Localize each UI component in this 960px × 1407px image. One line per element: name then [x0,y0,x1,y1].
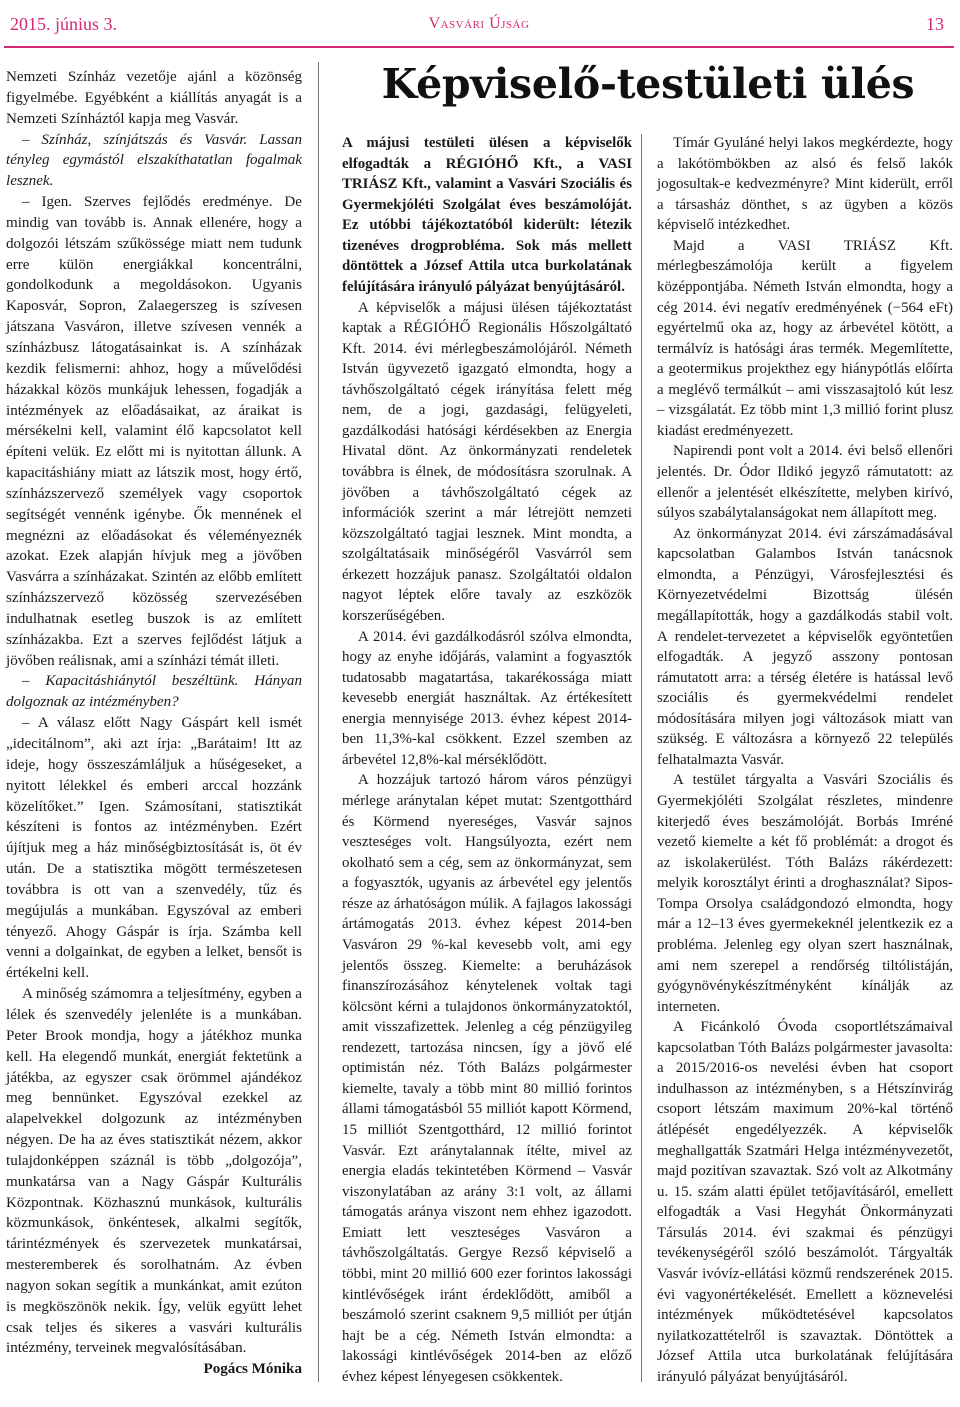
answer: – A válasz előtt Nagy Gáspárt kell ismét „idecitálnom”, aki azt írja: „Barátaim! Itt az ideje, hogy összeszámláljuk a hűségeseket, a nyitott lélekkel és emberi arccal hozzánk közelítőket.” Igen. Számosítani, statisztikát készíteni is fontos az intézményben. Ezért újítjuk meg a ház minőségbiztosítását is, öt év után. De a statisztika mögött természetesen továbbra is ott van a szenvedély, tűz és megújulás a munkában. Egyszóval az emberi tényező. Ahogy Gáspár is írja. Számba kell venni a dolgainkat, de egyben a lelket, bensőt is értékelni kell. [6,715,302,982]
question: – Színház, színjátszás és Vasvár. Lassan tényleg egymástól elszakíthatatlan fogalmak lesznek. [6,131,302,190]
article-headline: Képviselő-testületi ülés [381,60,915,108]
paragraph: Az önkormányzat 2014. évi zárszámadásával kapcsolatban Galambos István tanácsnok elmondta, a Pénzügyi, Városfejlesztési és Környezetvédelmi Bizottság ülésén megállapították, hogy a gazdálkodás stabil volt. A rendelet-tervezetet a képviselők egyöntetűen elfogadták. A jegyző asszony pontosan rámutatott arra: a térség életére is hatással levő szociális és gyermekvédelmi rendelet módosítására milyen jogi változások miatt van szükség. E változásra a környező 22 település felhatalmazta Vasvár. [657,525,953,768]
paragraph: Napirendi pont volt a 2014. évi belső ellenőri jelentés. Dr. Ódor Ildikó jegyző rámutatott: az ellenőr a jelentését elkészítette, melyben kirívó, súlyos szabálytalanságokat nem állapított meg. [657,443,953,522]
paragraph: Tímár Gyuláné helyi lakos megkérdezte, hogy a lakótömbökben az alsó és felső lakók jogosultak-e kedvezményre? Mint kiderült, erről a társasház dönthet, s az ügyben a közös képviselő intézkedhet. [657,135,953,234]
issue-date: 2015. június 3. [10,14,118,34]
answer: – Igen. Szerves fejlődés eredménye. De mindig van tovább is. Annak ellenére, hogy a dolgozói létszám szűkössége miatt nem tudunk erre külön energiákkal koncentrálni, gondolkodunk a megoldásokon. Ugyanis Kaposvár, Sopron, Zalaegerszeg is szívesen játszana Vasváron, illetve szívesen vennék a színházbusz látogatásainkat is. A színházak kezdik felismerni: ahhoz, hogy a művelődési házakkal közös munkájuk lehessen, fogadják a intézmények az előadásaikat, az áraikat is mérsékelni kell, valamint élő kapcsolatot kell építeni velük. Ez előtt mi is nyitottan állunk. A kapacitáshiány miatt az látszik most, hogy értő, színházszervező személyek vagy csoportok segítségét vennénk igénybe. Ők mennének el megnézni az előadásokat és véleményeznék azokat. Ezek alapján hívjuk meg a jövőben Vasvárra a színházakat. Szintén az előbb említett színházszervező közösség szervezésében indulhatnak esetleg buszok is az említett színházakba. Ezt a szerves fejlődést látjuk a jövőben reálisnak, ami a színházi témát illeti. [6,194,302,669]
paragraph: A minőség számomra a teljesítmény, egyben a lélek és szenvedély jelenléte is a munkában. Peter Brook mondja, hogy a játékhoz munka kell. Ha elegendő munkát, energiát fektetünk a játékba, az egyszer csak örömmel ajándékoz meg bennünket. Egyszóval ezekkel az alapelvekkel dolgozunk az intézményben négyen. De ha az éves statisztikát nézem, akkor tulajdonképpen száznál is több „dolgozója”, munkatársa van a Nagy Gáspár Kulturális Központnak. Közhasznú munkások, kulturális közmunkások, önkéntesek, alkalmi segítők, tárintézmények és szervezetek munkatársai, mesteremberek és sorolhatnám. Az évben nagyon sokan segítik a munkánkat, amit ezúton is megköszönök nekik. Így, velük együtt lehet csak teljes és sikeres a vasvári kulturális intézmény, terveinek megvalósításában. [6,986,302,1357]
council-article-column-2 [657,133,953,1387]
author-signature: Pogács Mónika [203,1361,302,1378]
column-divider [641,134,642,1382]
publication-name: Vasvári Újság [428,15,530,32]
article-lead: A májusi testületi ülésen a képviselők elfogadták a RÉGIÓHŐ Kft., a VASI TRIÁSZ Kft., valamint a Vasvári Szociális és Gyermekjóléti Szolgálat éves beszámolóját. Ez utóbbi tájékoztatóból kiderült: létezik tizenéves drogprobléma. Sok más mellett döntöttek a József Attila utca burkolatának felújítására irányuló pályázat benyújtásáról. [342,135,632,295]
paragraph: Majd a VASI TRIÁSZ Kft. mérlegbeszámolója került a figyelem középpontjába. Németh István elmondta, hogy a cég 2014. évi negatív eredményének (−564 eFt) egyértelmű oka az, hogy az árbevétel kötött, a termálvíz is hatósági áras termék. Megemlítette, a geotermikus projekthez egy hiánypótlás előírta a meglévő termálkút – ami visszasajtoló kút lesz – vizsgálatát. Ez több mint 1,3 millió forint plusz kiadást eredményezett. [657,237,953,439]
question: – Kapacitáshiánytól beszéltünk. Hányan dolgoznak az intézményben? [6,673,302,711]
column-divider [318,62,319,1382]
paragraph: A Ficánkoló Óvoda csoportlétszámaival kapcsolatban Tóth Balázs polgármester javasolta: a 2015/2016-os nevelési évben hat csoport indulhasson az intézményben, s a Hétszínvirág csoport létszám maximum 20%-kal történő átlépését engedélyezzék. A képviselők meghallgatták Szatmári Helga intézményvezetőt, majd pozitívan szavaztak. Szó volt az Alkotmány u. 15. szám alatti épület tetőjavításáról, emellett elfogadták a Vasi Hegyhát Önkormányzati Társulás 2014. évi szakmai és pénzügyi tevékenységéről szóló beszámolót. Tárgyalták Vasvár ivóvíz-ellátási közmű rendszerének 2015. évi vagyonértékelését. Emellett a köznevelési intézmények működtetésével kapcsolatos nyilatkozattételről is szavaztak. Döntöttek a József Attila utca burkolatának felújítására irányuló pályázat benyújtásáról. [657,1019,953,1385]
paragraph: A 2014. évi gazdálkodásról szólva elmondta, hogy az enyhe időjárás, valamint a fogyasztók tudatosabb magatartása, takarékossága miatt kevesebb energiát használtak. Az értékesített energia mennyisége 2013. évhez képest 2014-ben 11,3%-kal csökkent. Ezzel szemben az árbevétel 12,8%-kal mérséklődött. [342,628,632,768]
paragraph: A képviselők a májusi ülésen tájékoztatást kaptak a RÉGIÓHŐ Regionális Hőszolgáltató Kft. 2014. évi mérlegbeszámolójáról. Németh István ügyvezető igazgató elmondta, hogy a távhőszolgáltató cégek irányítása felett még nem, de a jogi, gazdasági, felügyeleti, gazdálkodási hatósági kérdésekben az Energia Hivatal dönt. Az önkormányzati rendeletek továbbra is élnek, de módosításra szorulnak. A jövőben a távhőszolgáltató cégek az információk szerint a már létrejött nemzeti közszolgáltató tagjai lesznek. Mint mondta, a szolgáltatásaik minőségéről Vasvárról sem érkezett hozzájuk panasz. Szolgáltatói oldalon nagyot léptek előre tavaly az eszközök korszerűségében. [342,299,632,624]
page-header [4,0,954,48]
paragraph: A testület tárgyalta a Vasvári Szociális és Gyermekjóléti Szolgálat részletes, mindenre kiterjedő éves beszámolóját. Borbás Imréné vezető kiemelte a két fő problémát: a drogot és az iskolakerülést. Tóth Balázs rákérdezett: melyik korosztályt érinti a droghasználat? Sipos-Tompa Orsolya családgondozó elmondta, hogy már a 12–13 éves gyermekeknél jelentkezik ez a probléma. Jelenleg egy olyan szert használnak, ami nem szerepel a rendőrség tiltólistáján, gyógynövénykészítményként kínálják az interneten. [657,772,953,1015]
paragraph: Nemzeti Színház vezetője ajánl a közönség figyelmébe. Egyébként a kiállítás anyagát is a Nemzeti Színháztól kapja meg Vasvár. [6,69,302,127]
interview-article [6,67,302,1380]
council-article-column-1 [342,133,632,1387]
paragraph: A hozzájuk tartozó három város pénzügyi mérlege aránytalan képet mutat: Szentgotthárd és Körmend nyereséges, Vasvár sajnos veszteséges volt. Hangsúlyozta, ezért nem okolható sem a cég, sem az önkormányzat, sem a fogyasztók, ugyanis az árbevétel egy jelentős része az árhatóságon múlik. A fajlagos lakossági ártámogatás 2013. évhez képest 2014-ben Vasváron 29 %-kal kevesebb volt, ami egy jelentős összeg. Kiemelte: a beruházások finanszírozásához kénytelenek voltak tagi kölcsönt kérni a tulajdonos önkormányzatoktól, amit visszafizettek. Jelenleg a cég pénzügyileg rendezett, tartozása nincsen, így a jövő elé optimistán néz. Tóth Balázs polgármester kiemelte, tavaly a több mint 80 millió forintos állami támogatásból 55 milliót kapott Körmend, 15 milliót Szentgotthárd, 12 millió forintot Vasvár. Ezt aránytalannak ítélte, mivel az energia eladás tekintetében Körmend – Vasvár viszonylatában az arány 3:1 volt, az állami támogatás aránya viszont nem ehhez igazodott. Emiatt lett veszteséges Vasváron a távhőszolgáltatás. Gergye Rezső képviselő a többi, mint 20 millió 600 ezer forintos lakossági kintlévőségek iránt érdeklődött, amiből a beszámoló szerint csaknem 9,5 milliót per útján hajt be a cég. Németh István elmondta: a lakossági kintlévőségek 2014-ben az előző évhez képest lényegesen csökkentek. [342,772,632,1385]
page-number: 13 [926,14,944,34]
